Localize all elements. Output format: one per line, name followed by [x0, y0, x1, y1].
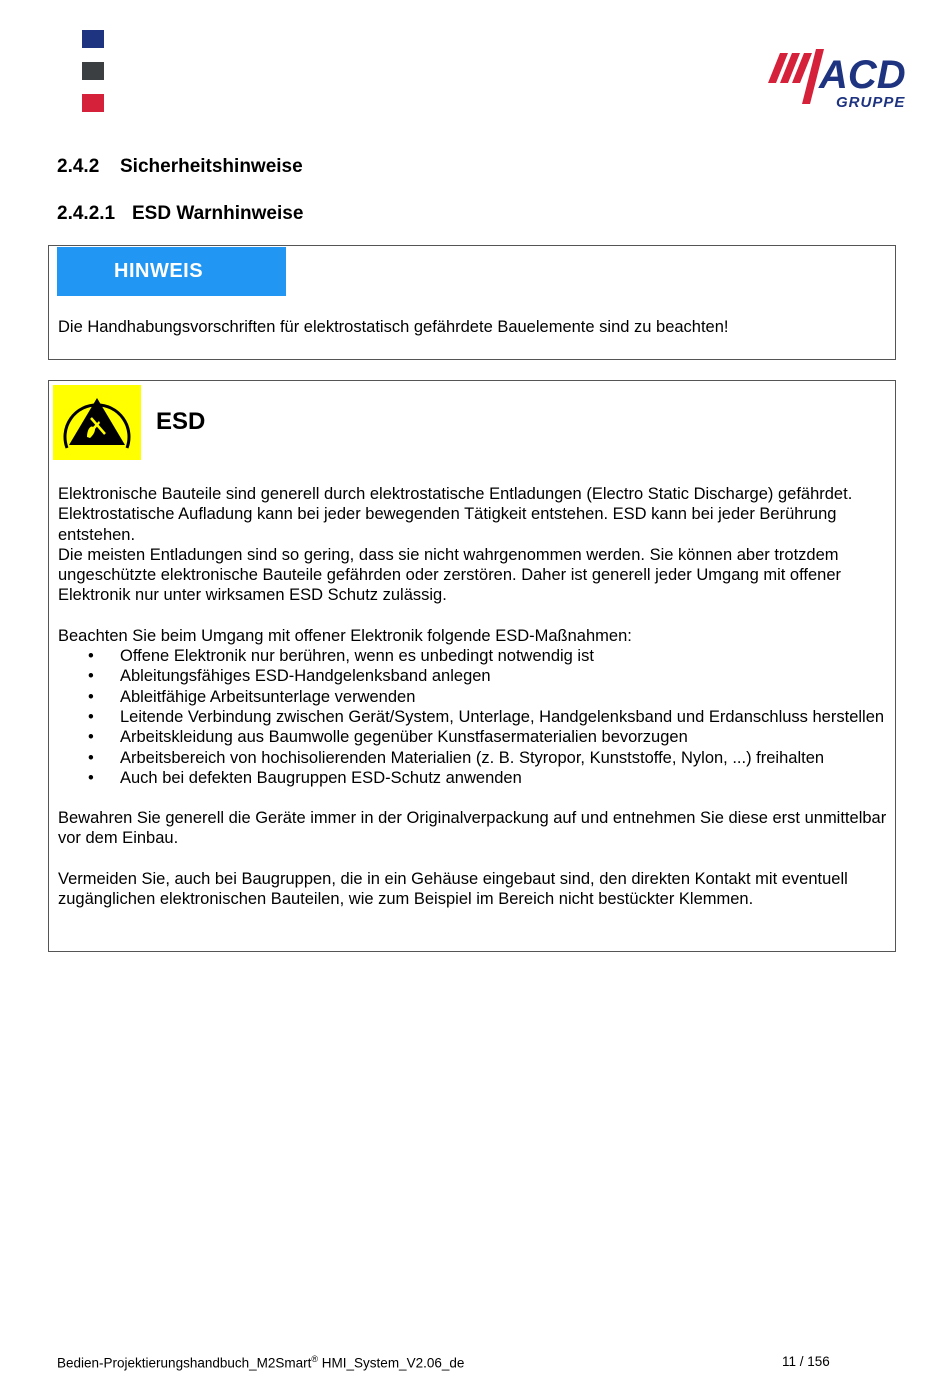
brand-square-gray	[82, 62, 104, 80]
footer-doc-prefix: Bedien-Projektierungshandbuch_M2Smart	[57, 1355, 312, 1371]
notice-label: HINWEIS	[57, 247, 286, 296]
footer-doc-suffix: HMI_System_V2.06_de	[318, 1355, 465, 1371]
subsection-title: ESD Warnhinweise	[132, 203, 304, 224]
esd-paragraph-intro: Elektronische Bauteile sind generell durch elektrostatische Entladungen (Electro Static Discharge) gefährdet. Elektrostatische Aufladung kann bei jeder bewegenden Tätigkeit entstehen. ESD kann bei jeder Berührung entstehen.	[58, 485, 853, 544]
esd-content	[58, 484, 890, 909]
footer-page-number: 11 / 156	[782, 1354, 830, 1369]
esd-paragraph-contact: Vermeiden Sie, auch bei Baugruppen, die in ein Gehäuse eingebaut sind, den direkten Kontakt mit eventuell zugänglichen elektronischen Bauteilen, wie zum Beispiel im Bereich nicht bestückter Klemmen.	[58, 869, 848, 909]
list-item: • Ableitfähige Arbeitsunterlage verwenden	[58, 687, 890, 707]
notice-text: Die Handhabungsvorschriften für elektrostatisch gefährdete Bauelemente sind zu beachten!	[58, 318, 729, 336]
section-heading	[57, 156, 303, 178]
logo-text-gruppe: GRUPPE	[836, 94, 906, 111]
esd-warning-icon	[53, 385, 141, 460]
logo-text-acd: ACD	[819, 53, 906, 97]
subsection-number: 2.4.2.1	[57, 203, 116, 224]
footer-document-name	[57, 1354, 464, 1371]
acd-gruppe-logo	[764, 44, 920, 114]
subsection-heading	[57, 203, 303, 225]
list-item: • Arbeitsbereich von hochisolierenden Materialien (z. B. Styropor, Kunststoffe, Nylon, ...) freihalten	[58, 748, 890, 768]
esd-warning-box	[48, 380, 896, 952]
section-title: Sicherheitshinweise	[120, 156, 303, 177]
list-item: • Offene Elektronik nur berühren, wenn es unbedingt notwendig ist	[58, 646, 890, 666]
list-item: • Leitende Verbindung zwischen Gerät/System, Unterlage, Handgelenksband und Erdanschluss herstellen	[58, 707, 890, 727]
esd-paragraph-discharge: Die meisten Entladungen sind so gering, dass sie nicht wahrgenommen werden. Sie können aber trotzdem ungeschützte elektronische Bauteile gefährden oder zerstören. Daher ist generell jeder Umgang mit offener Elektronik nur unter wirksamen ESD Schutz zulässig.	[58, 545, 841, 605]
brand-square-blue	[82, 30, 104, 48]
esd-measures-list	[58, 646, 890, 788]
esd-title: ESD	[156, 408, 206, 435]
list-item: • Ableitungsfähiges ESD-Handgelenksband anlegen	[58, 666, 890, 686]
registered-mark: ®	[311, 1354, 319, 1364]
list-item: • Auch bei defekten Baugruppen ESD-Schutz anwenden	[58, 768, 890, 788]
brand-square-red	[82, 94, 104, 112]
section-number: 2.4.2	[57, 156, 100, 177]
esd-measures-intro: Beachten Sie beim Umgang mit offener Elektronik folgende ESD-Maßnahmen:	[58, 626, 632, 645]
list-item: • Arbeitskleidung aus Baumwolle gegenüber Kunstfasermaterialien bevorzugen	[58, 727, 890, 747]
notice-box	[48, 245, 896, 360]
esd-paragraph-packaging: Bewahren Sie generell die Geräte immer in der Originalverpackung auf und entnehmen Sie diese erst unmittelbar vor dem Einbau.	[58, 809, 887, 848]
